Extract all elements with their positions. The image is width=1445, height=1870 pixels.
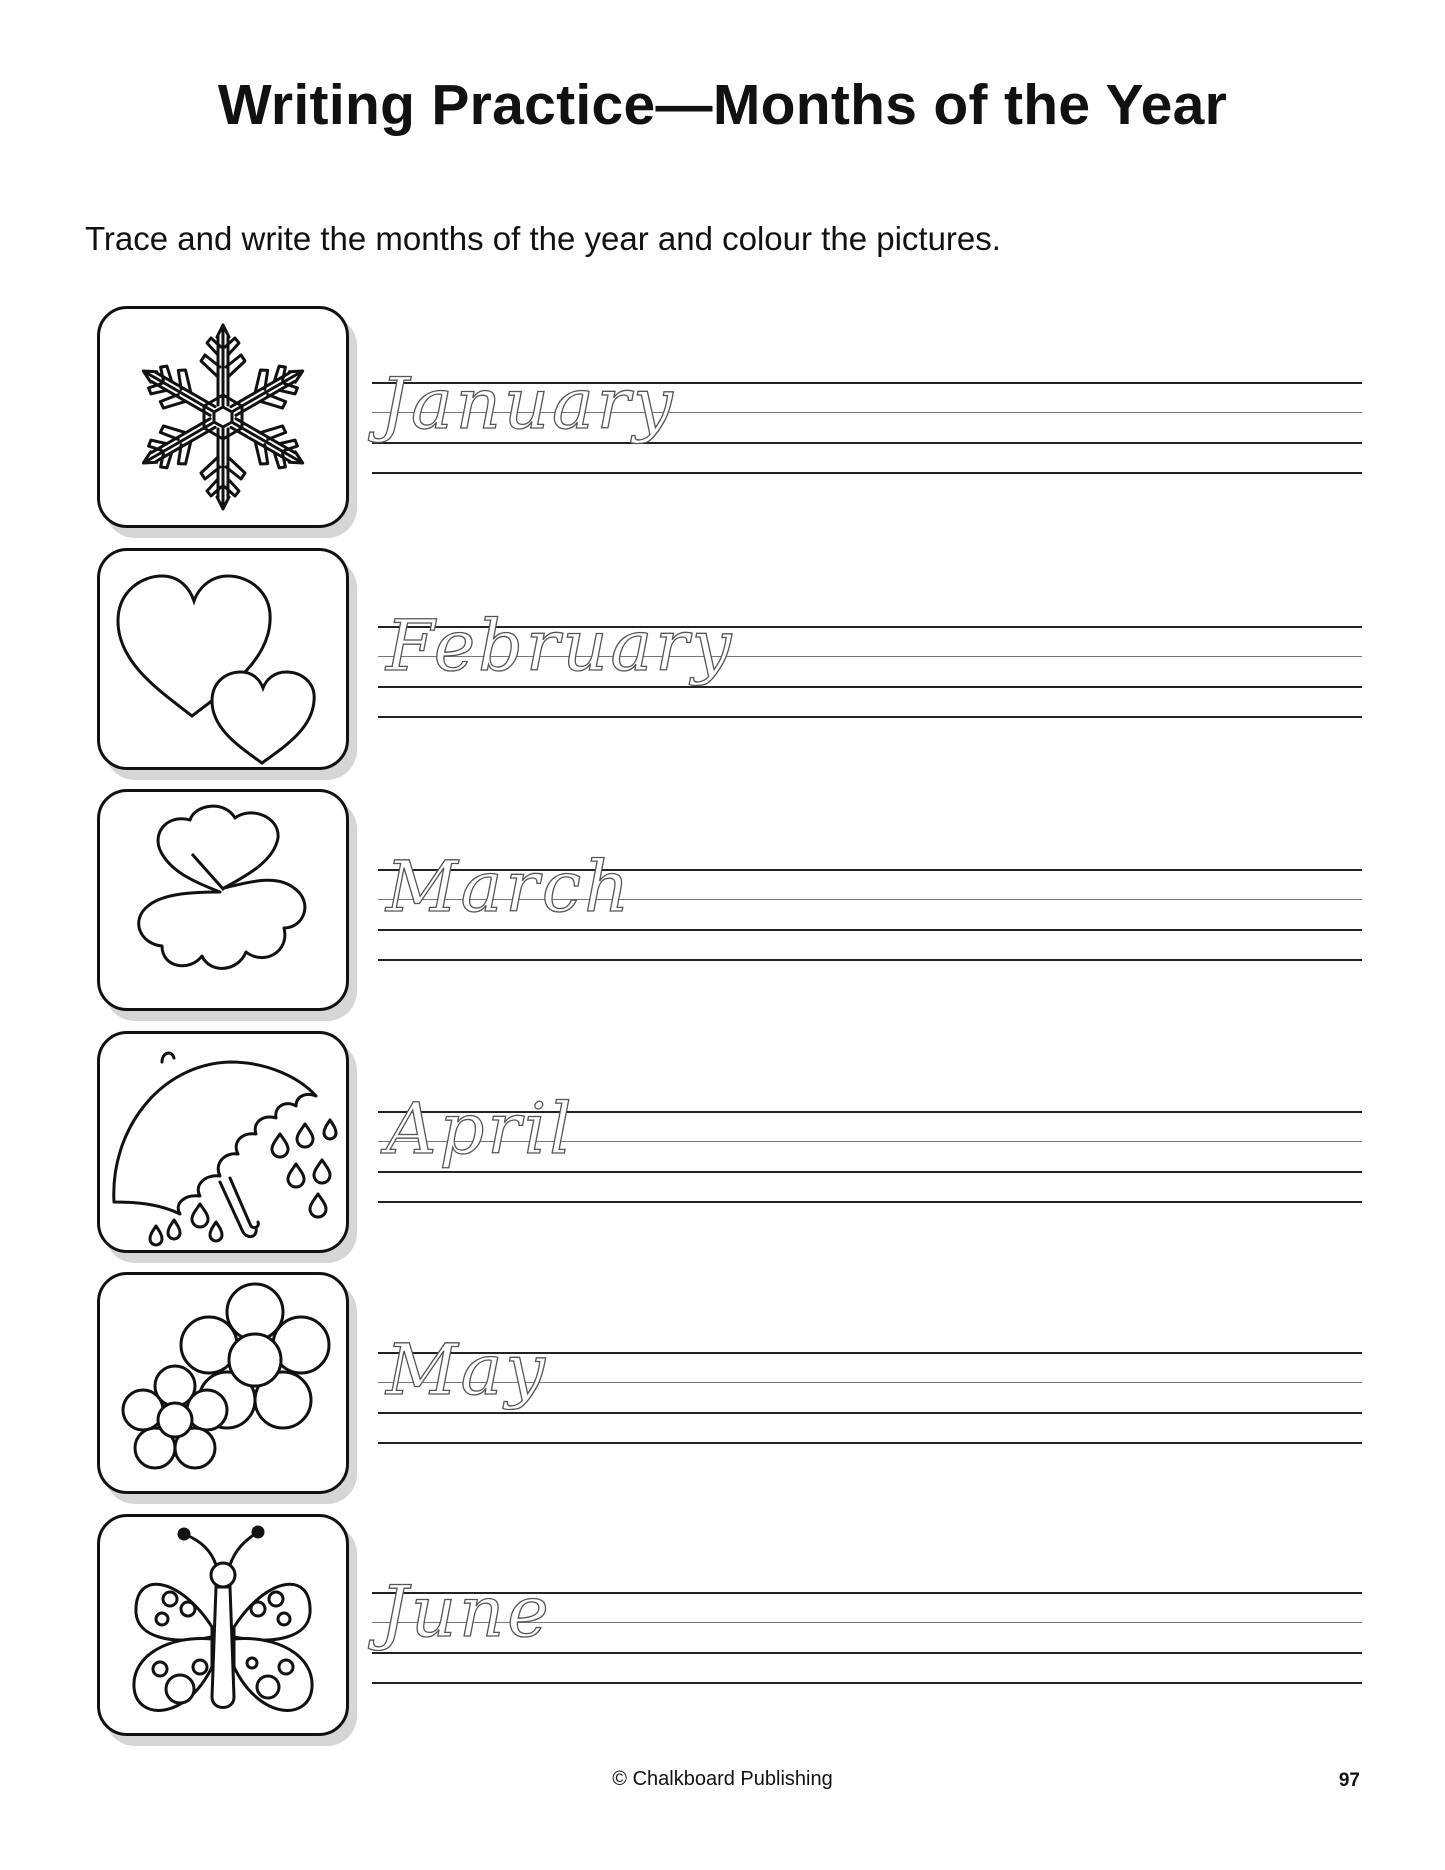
copyright-footer: © Chalkboard Publishing [612,1768,833,1790]
clover-icon [100,792,346,1008]
month-row-march [0,785,1445,1015]
picture-tile[interactable] [97,306,349,528]
month-row-february [0,544,1445,774]
hearts-icon [100,551,346,767]
handwriting-lines[interactable] [372,1510,1362,1740]
picture-tile[interactable] [97,548,349,770]
trace-word: April [386,1088,575,1170]
umbrella-rain-icon [100,1034,346,1250]
page-title: Writing Practice—Months of the Year [217,73,1228,137]
handwriting-lines[interactable] [378,1027,1362,1257]
picture-tile[interactable] [97,1272,349,1494]
handwriting-lines[interactable] [378,785,1362,1015]
picture-tile[interactable] [97,789,349,1011]
picture-tile[interactable] [97,1031,349,1253]
trace-word: May [386,1329,548,1411]
trace-word: March [386,846,633,928]
trace-word: January [380,363,676,445]
handwriting-lines[interactable] [378,544,1362,774]
handwriting-lines[interactable] [378,1268,1362,1498]
trace-word: June [380,1571,552,1653]
page-number: 97 [1338,1770,1360,1791]
picture-tile[interactable] [97,1514,349,1736]
month-row-april [0,1027,1445,1257]
flowers-icon [100,1275,346,1491]
month-row-january [0,302,1445,532]
month-row-may [0,1268,1445,1498]
handwriting-lines[interactable] [372,302,1362,532]
instructions: Trace and write the months of the year and colour the pictures. [85,220,1001,257]
butterfly-icon [100,1517,346,1733]
snowflake-icon [100,309,346,525]
month-row-june [0,1510,1445,1740]
trace-word: February [386,605,735,687]
